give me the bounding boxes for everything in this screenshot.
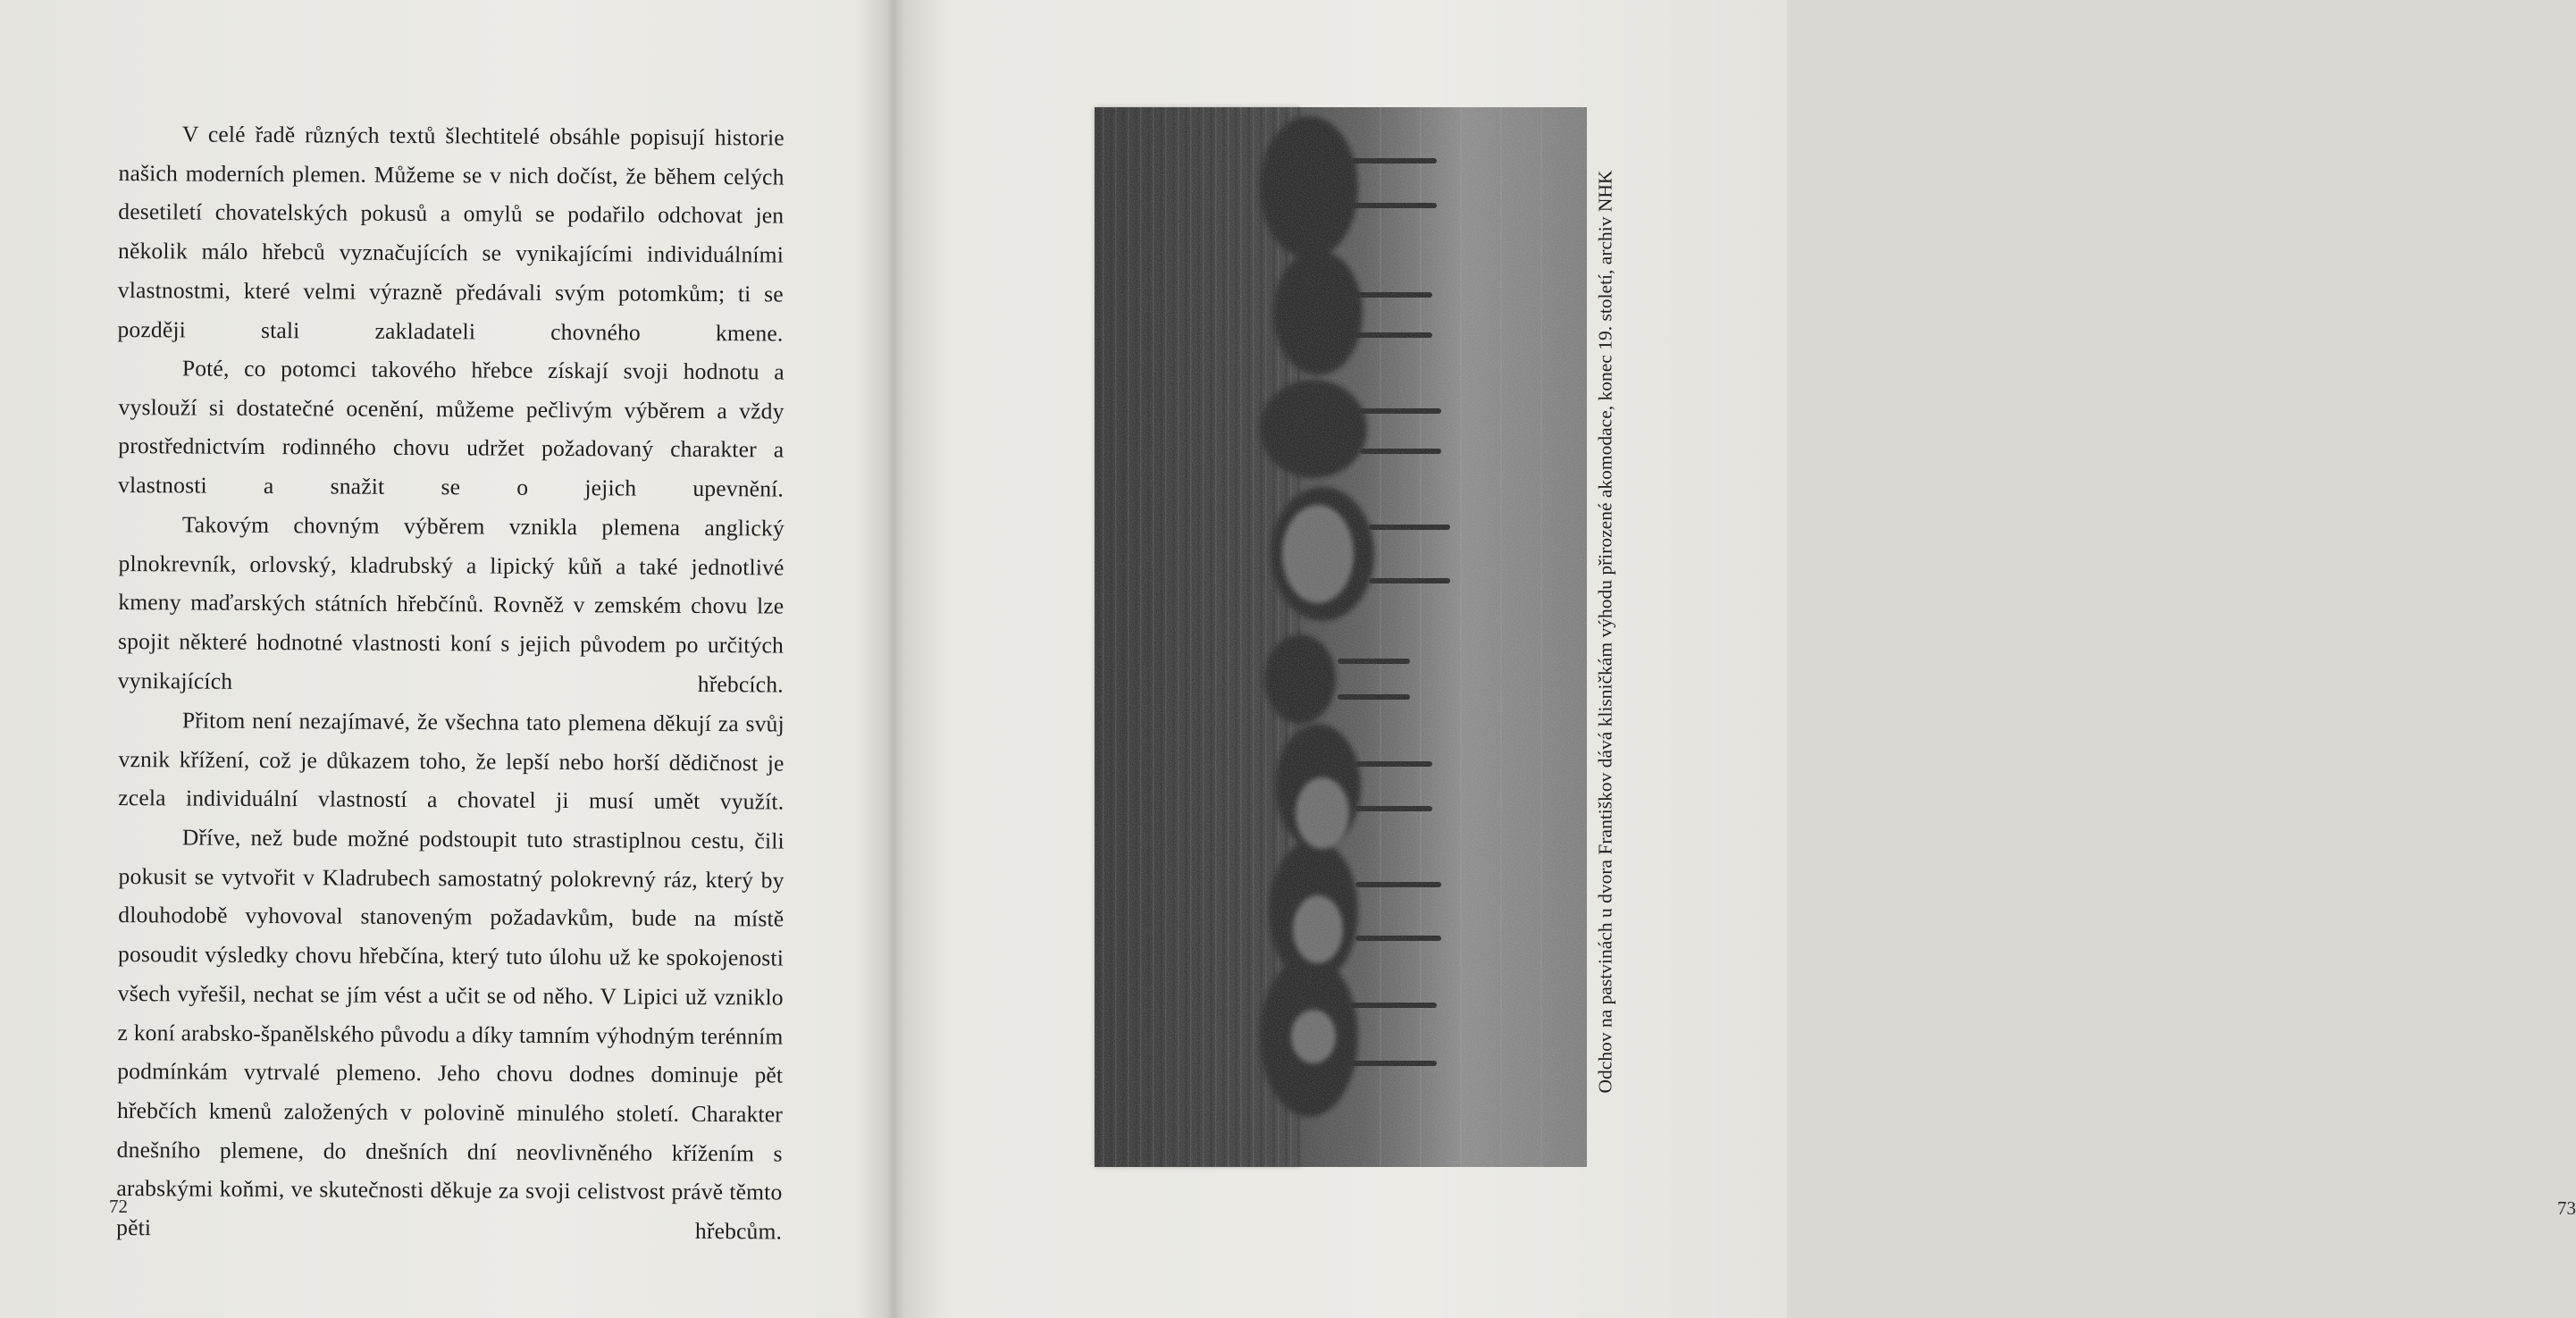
paragraph: Dříve, než bude možné podstoupit tuto strastiplnou cestu, čili pokusit se vytvořit v Kladrubech samostatný polokrevný ráz, který by dlouhodobě vyhovoval stanoveným požadavkům, bude na místě posoudit výsledky chovu hřebčína, který tuto úlohu už ke spokojenosti všech vyřešil, nechat se jím vést a učit se od něho. V Lipici už vzniklo z koní arabsko-španělského původu a díky tamním výhodným terénním podmínkám vytrvalé plemeno. Jeho chovu dodnes dominuje pět hřebčích kmenů založených v polovině minulého století. Charakter dnešního plemene, do dnešních dní neovlivněného křížením s arabskými koňmi, ve skutečnosti děkuje za svoji celistvost právě těmto pěti hřebcům. — [116, 824, 785, 1245]
horse-herd-photo — [1095, 107, 1587, 1167]
photo-caption — [1588, 136, 1624, 1128]
right-page — [895, 0, 2576, 1318]
caption-text: Odchov na pastvinách u dvora Františkov dává klisničkám výhodu přirozené akomodace, konec 19. století, archiv NHK — [1594, 170, 1616, 1094]
paragraph: V celé řadě různých textů šlechtitelé obsáhle popisují historie našich moderních plemen. Můžeme se v nich dočíst, že během celých desetiletí chovatelských pokusů a omylů se podařilo odchovat jen několik málo hřebců vyznačujících se vynikajícími individuálními vlastnostmi, které velmi výrazně předávali svým potomkům; ti se později stali zakladateli chovného kmene. — [117, 121, 785, 347]
paragraph: Přitom není nezajímavé, že všechna tato plemena děkují za svůj vznik křížení, což je důkazem toho, že lepší nebo horší dědičnost je zcela individuální vlastností a chovatel ji musí umět využít. — [118, 706, 785, 815]
left-page — [0, 0, 892, 1318]
paragraph: Takovým chovným výběrem vznikla plemena anglický plnokrevník, orlovský, kladrubský a lipický kůň a také jednotlivé kmeny maďarských státních hřebčínů. Rovněž v zemském chovu lze spojit některé hodnotné vlastnosti koní s jejich původem po určitých vynikajících hřebcích. — [117, 511, 785, 698]
page-number: 72 — [109, 1196, 128, 1217]
page-number: 73 — [2557, 1197, 2576, 1219]
paragraph: Poté, co potomci takového hřebce získají svoji hodnotu a vyslouží si dostatečné ocenění, můžeme pečlivým výběrem a vždy prostřednictvím rodinného chovu udržet požadovaný charakter a vlastnosti a snažit se o jejich upevnění. — [117, 355, 785, 502]
